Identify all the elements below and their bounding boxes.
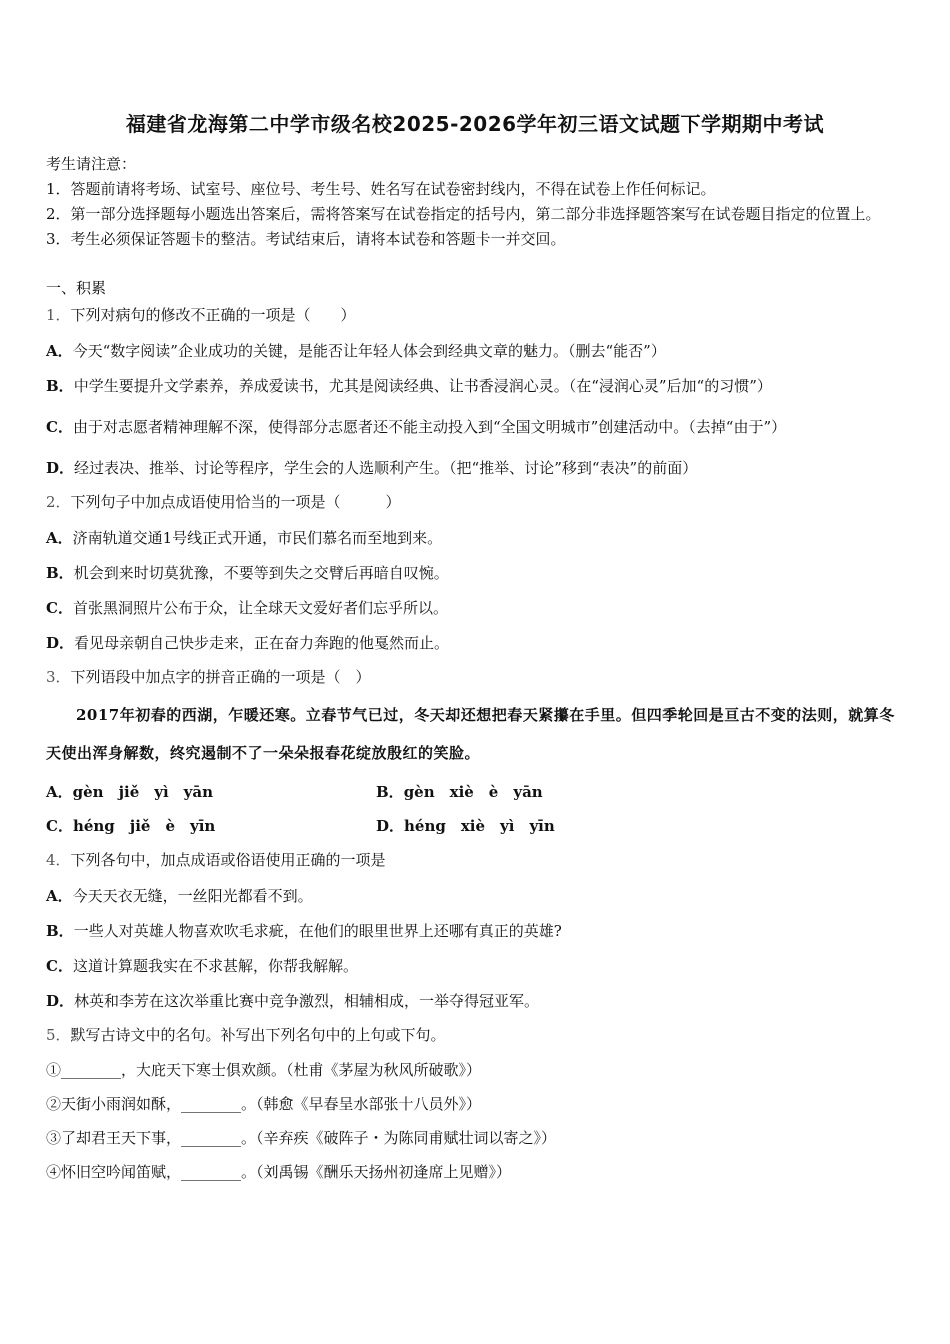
question-number: 3． xyxy=(46,668,71,686)
option-label: A． xyxy=(46,342,73,360)
option-label: A． xyxy=(46,529,73,547)
option-label: C． xyxy=(46,418,73,436)
option-text: 今天天衣无缝，一丝阳光都看不到。 xyxy=(72,887,313,905)
option-label: A． xyxy=(46,783,73,801)
option-text: 这道计算题我实在不求甚解，你帮我解解。 xyxy=(72,957,358,975)
question-number: 1． xyxy=(46,306,71,324)
option xyxy=(46,596,904,620)
option-text: héng xiè yì yīn xyxy=(404,817,555,835)
section-heading: 一、积累 xyxy=(46,279,107,297)
option-label: D． xyxy=(376,817,405,835)
question-number: 2． xyxy=(46,493,71,511)
option-label: D． xyxy=(46,992,75,1010)
question-2 xyxy=(46,490,904,515)
option-text: 机会到来时切莫犹豫，不要等到失之交臂后再暗自叹惋。 xyxy=(73,564,449,582)
option xyxy=(46,339,904,363)
option xyxy=(46,374,904,398)
notice-item: 2．第一部分选择题每小题选出答案后，需将答案写在试卷指定的括号内，第二部分非选择题答案写在试卷题目指定的位置上。 xyxy=(46,205,881,223)
option-label: B． xyxy=(46,922,74,940)
option-label: C． xyxy=(46,817,73,835)
option xyxy=(46,919,904,943)
question-3 xyxy=(46,665,904,690)
question-5 xyxy=(46,1023,904,1048)
option xyxy=(46,456,904,480)
question-4 xyxy=(46,848,904,873)
question-stem: 下列对病句的修改不正确的一项是（ ） xyxy=(70,306,356,324)
option-text: 一些人对英雄人物喜欢吹毛求疵，在他们的眼里世界上还哪有真正的英雄? xyxy=(73,922,562,940)
fill-item: ②天街小雨润如酥，________。（韩愈《早春呈水部张十八员外》） xyxy=(46,1095,482,1113)
option xyxy=(376,780,706,804)
question-1 xyxy=(46,303,904,328)
option-text: gèn xiè è yān xyxy=(403,783,543,801)
passage: 2017年初春的西湖，乍暖还寒。立春节气已过，冬天却还想把春天紧攥在手里。但四季轮回是亘古不变的法则，就算冬天使出浑身解数，终究遏制不了一朵朵报春花绽放殷红的笑脸。 xyxy=(46,706,895,762)
option-text: 由于对志愿者精神理解不深，使得部分志愿者还不能主动投入到“全国文明城市”创建活动中。（去掉“由于”） xyxy=(72,418,787,436)
option-text: héng jiě è yīn xyxy=(72,817,216,835)
notice-block xyxy=(46,152,904,252)
option xyxy=(46,631,904,655)
page-title: 福建省龙海第二中学市级名校2025-2026学年初三语文试题下学期期中考试 xyxy=(125,112,825,136)
fill-item: ④怀旧空吟闻笛赋，________。（刘禹锡《酬乐天扬州初逢席上见赠》） xyxy=(46,1163,512,1181)
question-stem: 下列句子中加点成语使用恰当的一项是（ ） xyxy=(70,493,401,511)
option-text: 经过表决、推举、讨论等程序，学生会的人选顺利产生。（把“推举、讨论”移到“表决”的前面） xyxy=(74,459,698,477)
option xyxy=(46,409,904,445)
option xyxy=(46,780,376,804)
option xyxy=(376,814,706,838)
option xyxy=(46,526,904,550)
fill-item: ③了却君王天下事，________。（辛弃疾《破阵子・为陈同甫赋壮词以寄之》） xyxy=(46,1129,557,1147)
option-text: 中学生要提升文学素养，养成爱读书，尤其是阅读经典、让书香浸润心灵。（在“浸润心灵”后加“的习惯”） xyxy=(73,377,772,395)
option-text: 济南轨道交通1号线正式开通，市民们慕名而至地到来。 xyxy=(72,529,443,547)
option xyxy=(46,814,376,838)
notice-item: 1．答题前请将考场、试室号、座位号、考生号、姓名写在试卷密封线内，不得在试卷上作任何标记。 xyxy=(46,180,716,198)
option-label: A． xyxy=(46,887,73,905)
question-stem: 下列语段中加点字的拼音正确的一项是（ ） xyxy=(70,668,371,686)
option-text: gèn jiě yì yān xyxy=(72,783,214,801)
option-label: B． xyxy=(46,377,74,395)
option-text: 林英和李芳在这次举重比赛中竞争激烈，相辅相成，一举夺得冠亚军。 xyxy=(74,992,540,1010)
option-text: 首张黑洞照片公布于众，让全球天文爱好者们忘乎所以。 xyxy=(72,599,448,617)
option-text: 今天“数字阅读”企业成功的关键，是能否让年轻人体会到经典文章的魅力。（删去“能否”） xyxy=(72,342,666,360)
question-stem: 默写古诗文中的名句。补写出下列名句中的上句或下句。 xyxy=(70,1026,446,1044)
option-label: C． xyxy=(46,957,73,975)
option-label: C． xyxy=(46,599,73,617)
option xyxy=(46,954,904,978)
question-number: 4． xyxy=(46,851,71,869)
question-number: 5． xyxy=(46,1026,71,1044)
option-label: D． xyxy=(46,634,75,652)
option-text: 看见母亲朝自己快步走来，正在奋力奔跑的他戛然而止。 xyxy=(74,634,450,652)
option xyxy=(46,989,904,1013)
options-row xyxy=(46,780,904,804)
option-label: D． xyxy=(46,459,75,477)
notice-item: 3．考生必须保证答题卡的整洁。考试结束后，请将本试卷和答题卡一并交回。 xyxy=(46,230,566,248)
option-label: B． xyxy=(376,783,404,801)
option xyxy=(46,561,904,585)
exam-page xyxy=(46,108,904,1184)
fill-item: ①________，大庇天下寒士俱欢颜。（杜甫《茅屋为秋风所破歌》） xyxy=(46,1061,482,1079)
options-row xyxy=(46,814,904,838)
option xyxy=(46,884,904,908)
question-stem: 下列各句中，加点成语或俗语使用正确的一项是 xyxy=(70,851,386,869)
option-label: B． xyxy=(46,564,74,582)
notice-heading: 考生请注意： xyxy=(46,155,137,173)
